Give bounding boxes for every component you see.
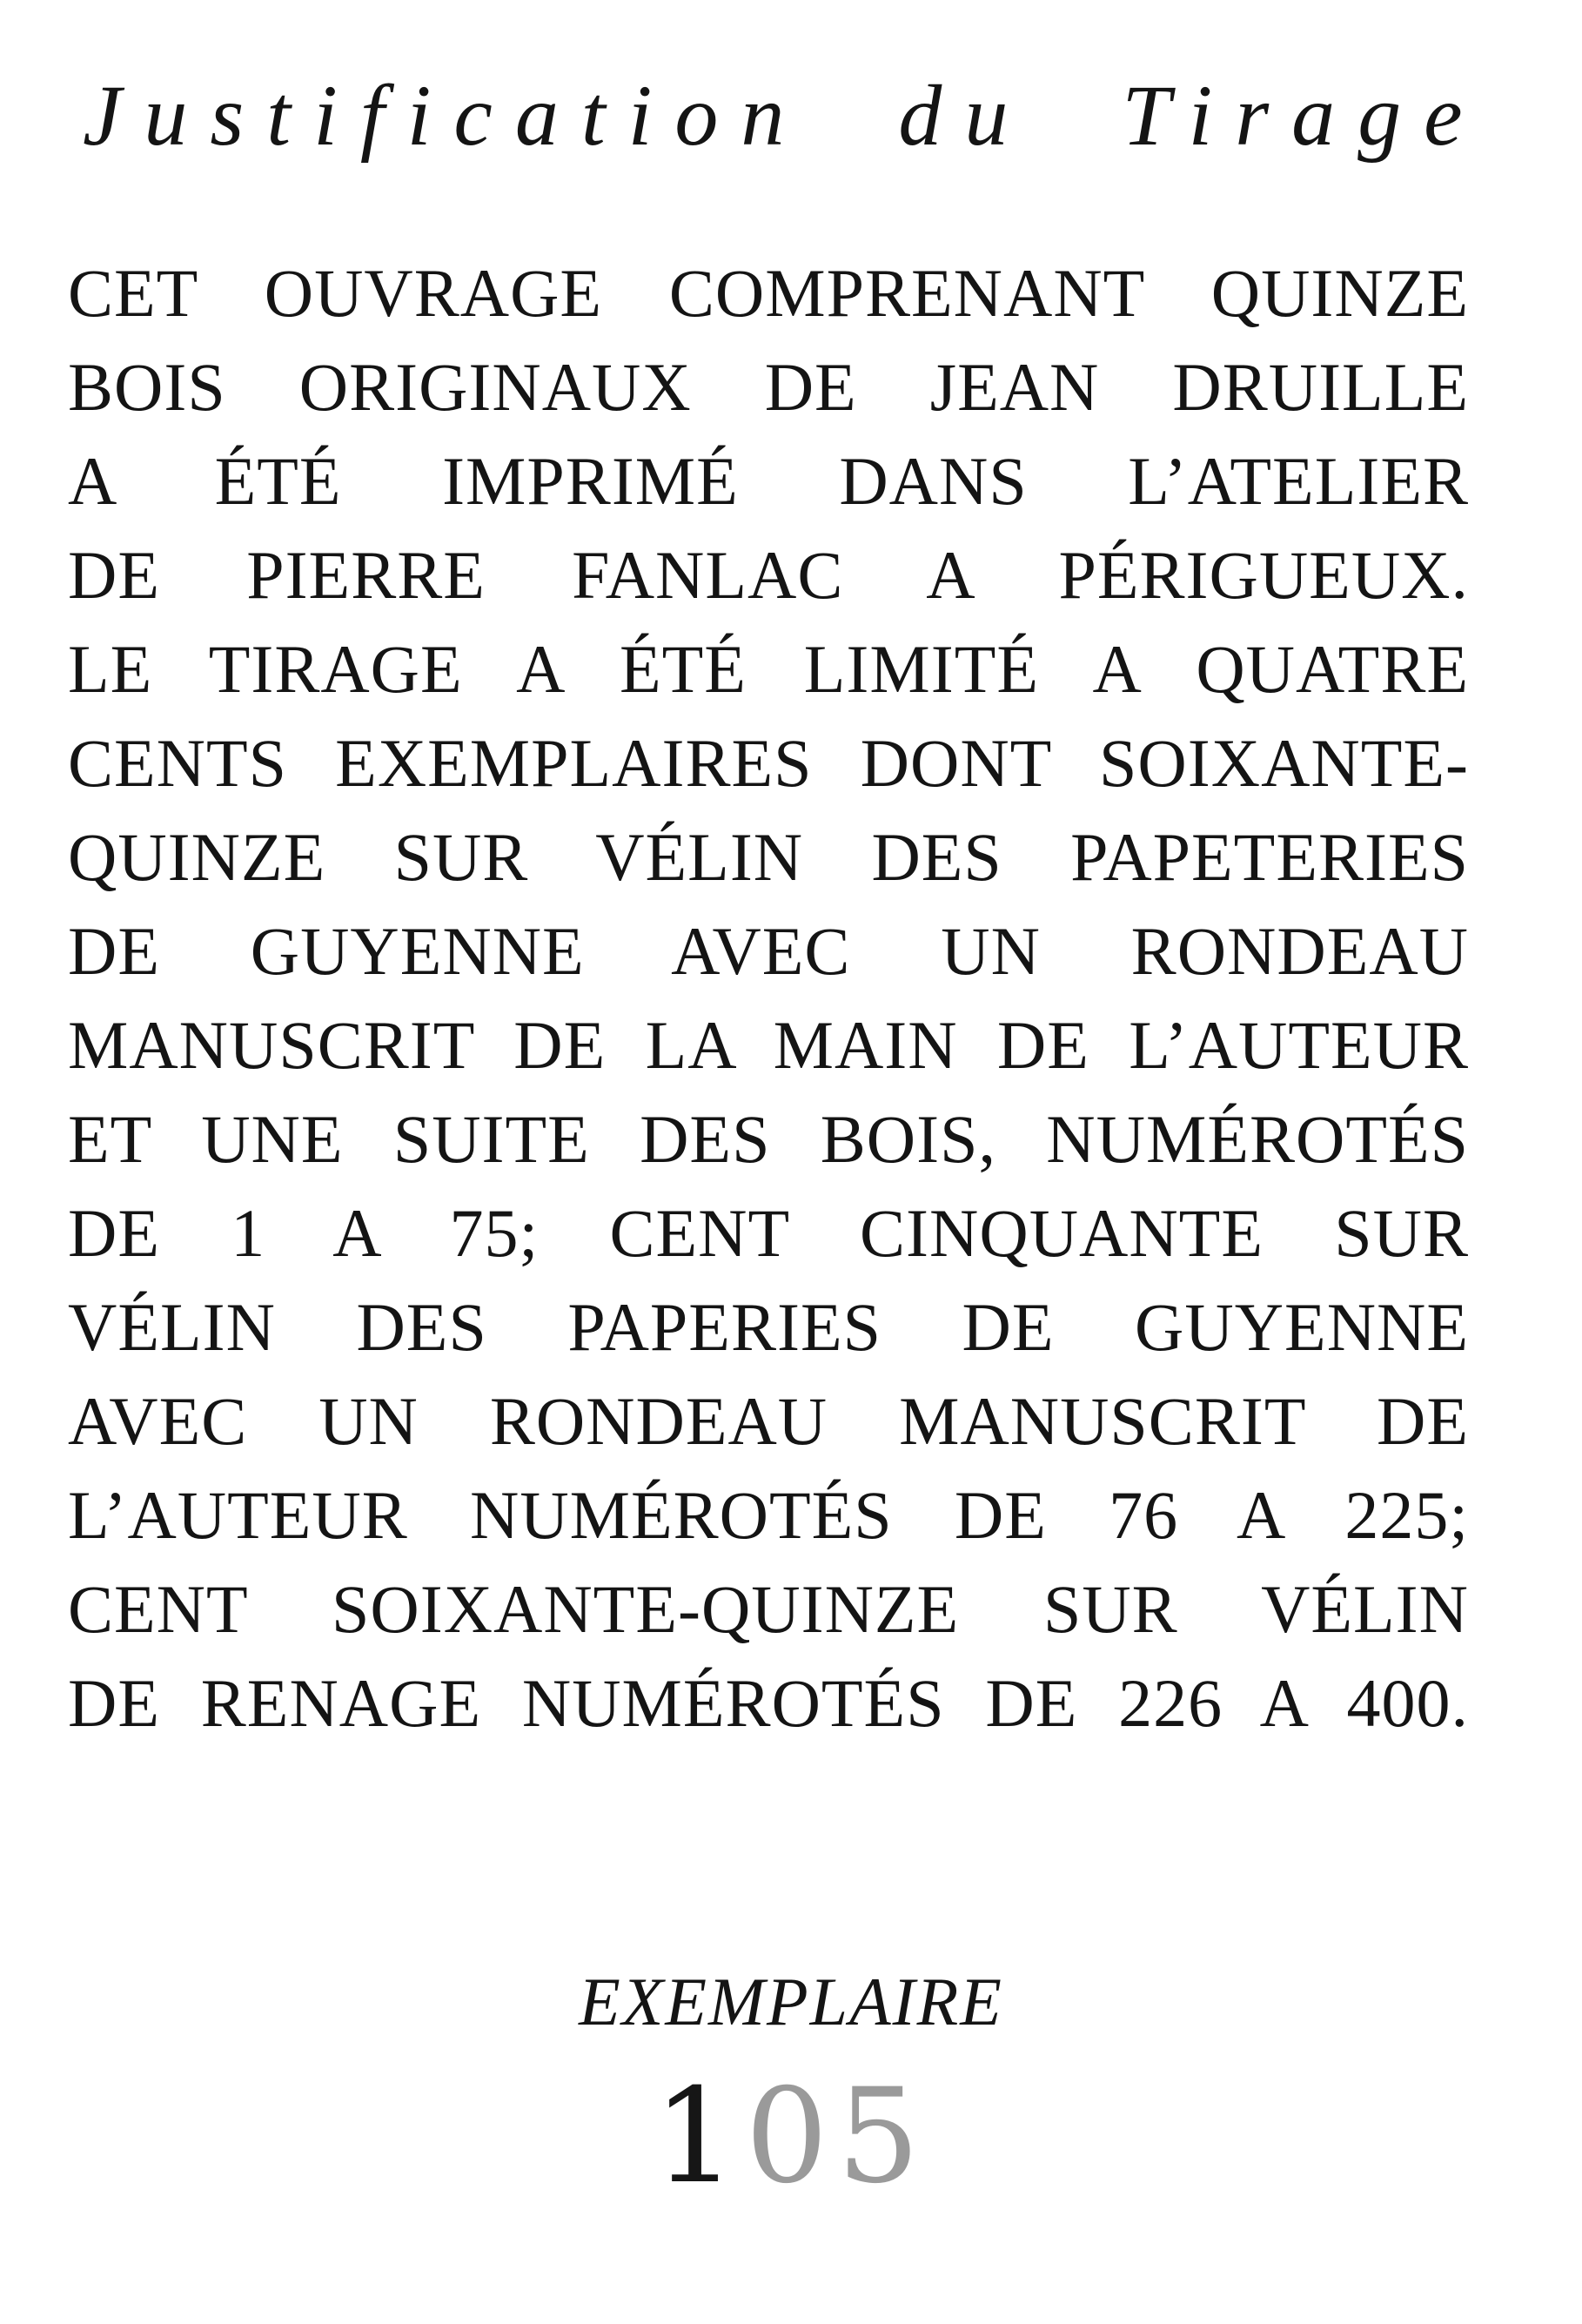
statement-line: DE PIERRE FANLAC A PÉRIGUEUX.	[68, 537, 1469, 613]
statement-line: CET OUVRAGE COMPRENANT QUINZE	[68, 255, 1469, 331]
statement-line: QUINZE SUR VÉLIN DES PAPETERIES	[68, 819, 1469, 895]
statement-line: DE 1 A 75; CENT CINQUANTE SUR	[68, 1195, 1469, 1271]
statement-line: DE GUYENNE AVEC UN RONDEAU	[68, 913, 1469, 989]
statement-line: LE TIRAGE A ÉTÉ LIMITÉ A QUATRE	[68, 631, 1469, 707]
statement-line: ET UNE SUITE DES BOIS, NUMÉROTÉS	[68, 1101, 1469, 1177]
statement-line: A ÉTÉ IMPRIMÉ DANS L’ATELIER	[68, 443, 1469, 519]
copy-number	[0, 2054, 1582, 2220]
copy-label: EXEMPLAIRE	[579, 1964, 1003, 2039]
statement-line: L’AUTEUR NUMÉROTÉS DE 76 A 225;	[68, 1477, 1469, 1553]
statement-line: CENT SOIXANTE-QUINZE SUR VÉLIN	[68, 1571, 1469, 1647]
page-title: Justification du Tirage	[83, 67, 1485, 164]
statement-line: DE RENAGE NUMÉROTÉS DE 226 A 400.	[68, 1665, 1469, 1741]
statement-line: AVEC UN RONDEAU MANUSCRIT DE	[68, 1383, 1469, 1459]
print-run-statement	[68, 246, 1469, 1750]
copy-number-stamped-digits: 05	[745, 2061, 929, 2213]
statement-line: MANUSCRIT DE LA MAIN DE L’AUTEUR	[68, 1007, 1469, 1083]
statement-line: CENTS EXEMPLAIRES DONT SOIXANTE-	[68, 725, 1469, 801]
statement-line: VÉLIN DES PAPERIES DE GUYENNE	[68, 1289, 1469, 1365]
copy-number-printed-digit: 1	[653, 2061, 746, 2213]
statement-line: BOIS ORIGINAUX DE JEAN DRUILLE	[68, 349, 1469, 425]
